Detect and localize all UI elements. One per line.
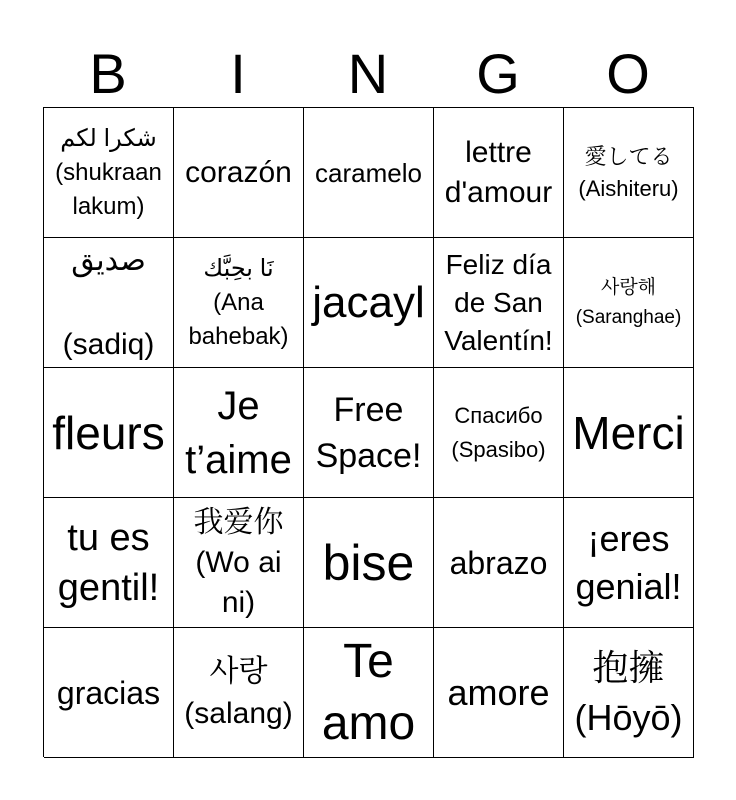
- header-letter-o: O: [606, 42, 650, 105]
- cell-text-line: caramelo: [315, 157, 422, 188]
- cell-text-line: نَا بحِبَّك: [203, 254, 274, 282]
- cell-text-line: Feliz día: [445, 248, 552, 280]
- cell-text-line: Space!: [315, 436, 422, 475]
- cell-text-line: Te: [343, 634, 394, 688]
- cell-text-line: 我爱你: [193, 505, 284, 539]
- cell-text-line: (Aishiteru): [578, 175, 679, 201]
- cell-text-line: (Ana: [213, 288, 264, 316]
- cell-text-line: de San: [454, 286, 543, 318]
- bingo-cell[interactable]: [174, 498, 304, 628]
- bingo-cell[interactable]: [304, 498, 434, 628]
- cell-text-line: صديق: [71, 243, 146, 277]
- bingo-cell[interactable]: [174, 238, 304, 368]
- cell-text-line: Спасибо: [454, 402, 543, 428]
- bingo-cell[interactable]: [564, 498, 694, 628]
- cell-text-line: 사랑해: [600, 276, 657, 298]
- cell-text-line: 愛してる: [584, 143, 673, 169]
- bingo-cell[interactable]: [434, 628, 564, 758]
- cell-text-line: (shukraan: [55, 158, 162, 186]
- header-letter-g: G: [476, 42, 520, 105]
- bingo-cell[interactable]: [434, 108, 564, 238]
- cell-text-line: bise: [322, 534, 415, 591]
- header-letter-n: N: [347, 42, 389, 105]
- bingo-cell[interactable]: [44, 628, 174, 758]
- cell-text-line: d'amour: [444, 175, 553, 209]
- cell-text-line: Merci: [572, 406, 685, 459]
- cell-text-line: amore: [447, 671, 550, 713]
- cell-text-line: corazón: [185, 155, 292, 189]
- cell-text-line: شكرا لكم: [60, 124, 157, 152]
- bingo-cell[interactable]: [304, 108, 434, 238]
- bingo-cell[interactable]: [434, 368, 564, 498]
- cell-text-line: gentil!: [57, 566, 160, 609]
- cell-text-line: (Wo ai: [195, 545, 282, 579]
- cell-text-line: ¡eres: [587, 517, 670, 559]
- cell-text-line: [104, 282, 112, 324]
- cell-text-line: amo: [321, 696, 416, 750]
- cell-text-line: 抱擁: [592, 646, 665, 688]
- bingo-cell[interactable]: [564, 108, 694, 238]
- bingo-cell[interactable]: [564, 368, 694, 498]
- cell-text-line: t’aime: [185, 437, 292, 482]
- cell-text-line: jacayl: [312, 277, 425, 327]
- bingo-cell[interactable]: [304, 628, 434, 758]
- bingo-cell[interactable]: [44, 368, 174, 498]
- bingo-cell[interactable]: [304, 368, 434, 498]
- cell-text-line: genial!: [575, 565, 682, 607]
- bingo-cell[interactable]: [564, 238, 694, 368]
- bingo-cell[interactable]: [44, 238, 174, 368]
- bingo-cell[interactable]: [44, 108, 174, 238]
- cell-text-line: lettre: [465, 135, 532, 169]
- cell-text-line: ni): [221, 585, 256, 619]
- bingo-cell[interactable]: [434, 498, 564, 628]
- cell-text-line: bahebak): [188, 322, 289, 350]
- cell-text-line: gracias: [56, 674, 161, 711]
- bingo-cell[interactable]: [564, 628, 694, 758]
- cell-text-line: (Saranghae): [575, 306, 682, 328]
- bingo-cell[interactable]: [174, 368, 304, 498]
- cell-text-line: (salang): [184, 696, 293, 730]
- bingo-cell[interactable]: [434, 238, 564, 368]
- bingo-cell[interactable]: [174, 108, 304, 238]
- cell-text-line: Je: [217, 383, 260, 428]
- cell-text-line: (sadiq): [62, 327, 155, 361]
- cell-text-line: abrazo: [449, 544, 548, 581]
- bingo-cell[interactable]: [174, 628, 304, 758]
- bingo-cell[interactable]: [44, 498, 174, 628]
- cell-text-line: Free: [333, 390, 404, 429]
- cell-text-line: fleurs: [52, 406, 165, 459]
- cell-text-line: lakum): [72, 192, 145, 220]
- cell-text-line: tu es: [67, 516, 150, 559]
- header-letter-b: B: [89, 42, 127, 105]
- cell-text-line: Valentín!: [444, 324, 553, 356]
- cell-text-line: 사랑: [209, 654, 268, 688]
- header-letter-i: I: [230, 42, 246, 105]
- cell-text-line: (Spasibo): [451, 436, 546, 462]
- bingo-header: [43, 42, 693, 106]
- bingo-cell[interactable]: [304, 238, 434, 368]
- cell-text-line: (Hōyō): [574, 696, 683, 738]
- bingo-board: [43, 107, 694, 757]
